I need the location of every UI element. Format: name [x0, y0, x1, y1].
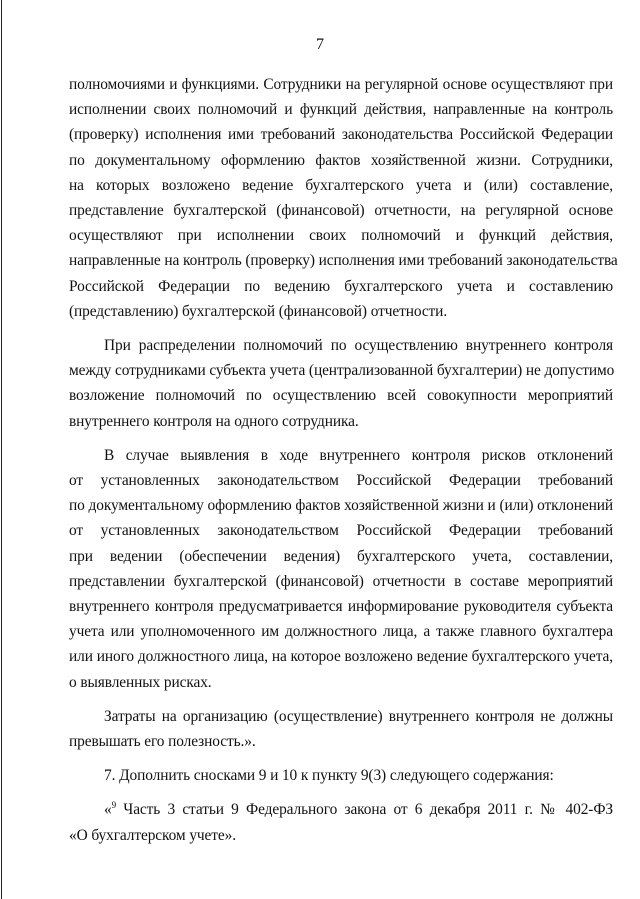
text-line: При распределении полномочий по осуществлению внутреннего контроля — [104, 337, 613, 355]
text-line: внутреннего контроля предусматривается информирование руководителя субъекта — [69, 598, 613, 616]
text-line: (представлению) бухгалтерской (финансовой) отчетности. — [69, 302, 448, 320]
text-line: (проверку) исполнения ими требований законодательства Российской Федерации — [69, 126, 613, 144]
text-line: возложение полномочий по осуществлению всей совокупности мероприятий — [69, 387, 613, 405]
text-line: превышать его полезность.». — [69, 733, 256, 751]
text-line: полномочиями и функциями. Сотрудники на регулярной основе осуществляют при — [69, 76, 613, 93]
text-line: по документальному оформлению фактов хозяйственной жизни. Сотрудники, — [69, 151, 613, 169]
paragraph — [69, 72, 618, 324]
page-number: 7 — [316, 36, 324, 53]
paragraph — [69, 333, 613, 434]
text-line: представление бухгалтерской (финансовой) отчетности, на регулярной основе — [69, 202, 613, 220]
text-line: от установленных законодательством Российской Федерации требований — [69, 522, 613, 540]
footnote-paragraph — [69, 797, 613, 847]
text-line: исполнении своих полномочий и функций действия, направленные на контроль — [69, 101, 613, 119]
text-line: или иного должностного лица, на которое возложено ведение бухгалтерского учета, — [69, 648, 613, 666]
document-body — [69, 72, 618, 848]
text-line: учета или уполномоченного им должностного лица, а также главного бухгалтера — [69, 623, 613, 641]
text-line: на которых возложено ведение бухгалтерского учета и (или) составление, — [69, 176, 613, 194]
paragraph — [69, 443, 613, 695]
text-line: 7. Дополнить сносками 9 и 10 к пункту 9(3) следующего содержания: — [104, 767, 554, 785]
text-line: по документальному оформлению фактов хозяйственной жизни и (или) отклонений — [69, 497, 613, 515]
text-line: осуществляют при исполнении своих полномочий и функций действия, — [69, 227, 613, 245]
text-line: Российской Федерации по ведению бухгалтерского учета и составлению — [69, 277, 613, 295]
paragraph — [69, 763, 613, 788]
text-line: Затраты на организацию (осуществление) внутреннего контроля не должны — [104, 707, 613, 725]
text-line: о выявленных рисках. — [69, 673, 212, 691]
text-line: представлении бухгалтерской (финансовой) отчетности в составе мероприятий — [69, 572, 613, 590]
scan-edge-line — [1, 0, 2, 899]
footnote-open-quote: « — [104, 801, 112, 819]
footnote-text: Часть 3 статьи 9 Федерального закона от 6 декабря 2011 г. № 402-ФЗ — [116, 801, 613, 819]
text-line: между сотрудниками субъекта учета (централизованной бухгалтерии) не допустимо — [69, 362, 615, 380]
footnote-mark: 9 — [111, 800, 117, 811]
text-line: направленные на контроль (проверку) исполнения ими требований законодательства — [69, 252, 618, 270]
footnote-line — [69, 797, 613, 822]
text-line: при ведении (обеспечении ведения) бухгалтерского учета, составлении, — [69, 547, 613, 565]
paragraph — [69, 704, 613, 754]
text-line: от установленных законодательством Российской Федерации требований — [69, 472, 613, 490]
footnote-line: «О бухгалтерском учете». — [69, 826, 236, 844]
text-line: внутреннего контроля на одного сотрудника. — [69, 412, 359, 430]
text-line: В случае выявления в ходе внутреннего контроля рисков отклонений — [104, 446, 613, 464]
